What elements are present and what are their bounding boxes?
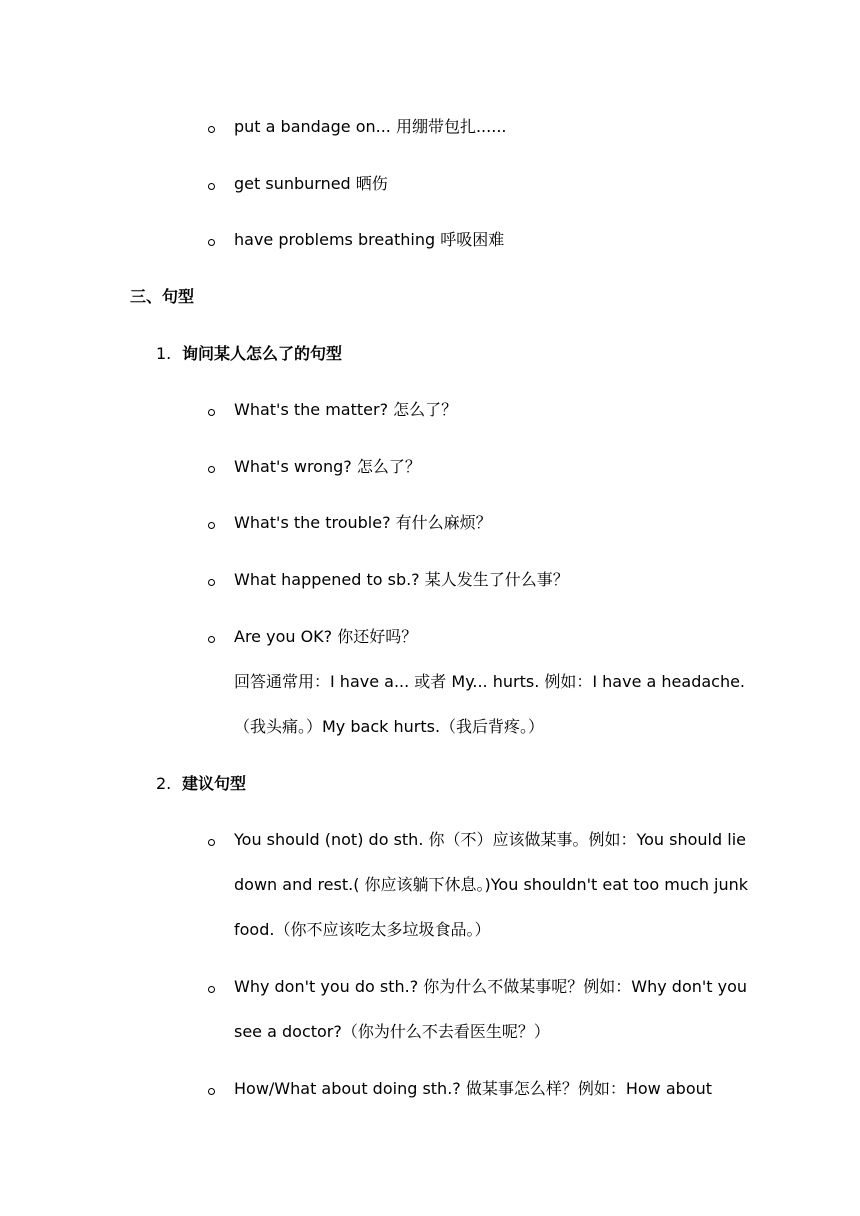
list-item: What's the trouble? 有什么麻烦？ [234, 513, 492, 532]
bullet-icon [208, 579, 215, 586]
bullet-icon [208, 466, 215, 473]
bullet-icon [208, 839, 215, 846]
subsection-title: 建议句型 [182, 774, 247, 793]
list-item: Are you OK? 你还好吗？ [234, 627, 418, 646]
list-item: What's the matter? 怎么了？ [234, 400, 458, 419]
list-item: have problems breathing 呼吸困难 [234, 230, 505, 249]
answer-line: 回答通常用：I have a... 或者 My... hurts. 例如：I have a headache. [234, 672, 746, 691]
list-item: You should (not) do sth. 你（不）应该做某事。例如：You should lie [234, 830, 746, 849]
bullet-icon [208, 126, 215, 133]
bullet-icon [208, 183, 215, 190]
bullet-icon [208, 409, 215, 416]
bullet-icon [208, 636, 215, 643]
list-item: What's wrong? 怎么了？ [234, 457, 421, 476]
bullet-icon [208, 1088, 215, 1095]
bullet-icon [208, 986, 215, 993]
list-item: Why don't you do sth.? 你为什么不做某事呢？例如：Why don't you [234, 977, 748, 996]
list-item-continuation: see a doctor?（你为什么不去看医生呢？） [234, 1022, 550, 1041]
list-item-continuation: down and rest.( 你应该躺下休息。)You shouldn't eat too much junk [234, 875, 749, 894]
list-item: What happened to sb.? 某人发生了什么事？ [234, 570, 569, 589]
subsection-number: 1. [156, 344, 172, 363]
list-item: get sunburned 晒伤 [234, 174, 388, 193]
subsection-number: 2. [156, 774, 172, 793]
bullet-icon [208, 522, 215, 529]
list-item-continuation: food.（你不应该吃太多垃圾食品。） [234, 920, 491, 939]
answer-line: （我头痛。）My back hurts.（我后背疼。） [234, 717, 545, 736]
subsection-title: 询问某人怎么了的句型 [182, 344, 343, 363]
section-heading: 三、句型 [130, 287, 195, 306]
bullet-icon [208, 239, 215, 246]
list-item: put a bandage on... 用绷带包扎...... [234, 117, 507, 136]
list-item: How/What about doing sth.? 做某事怎么样？例如：How about [234, 1079, 713, 1098]
